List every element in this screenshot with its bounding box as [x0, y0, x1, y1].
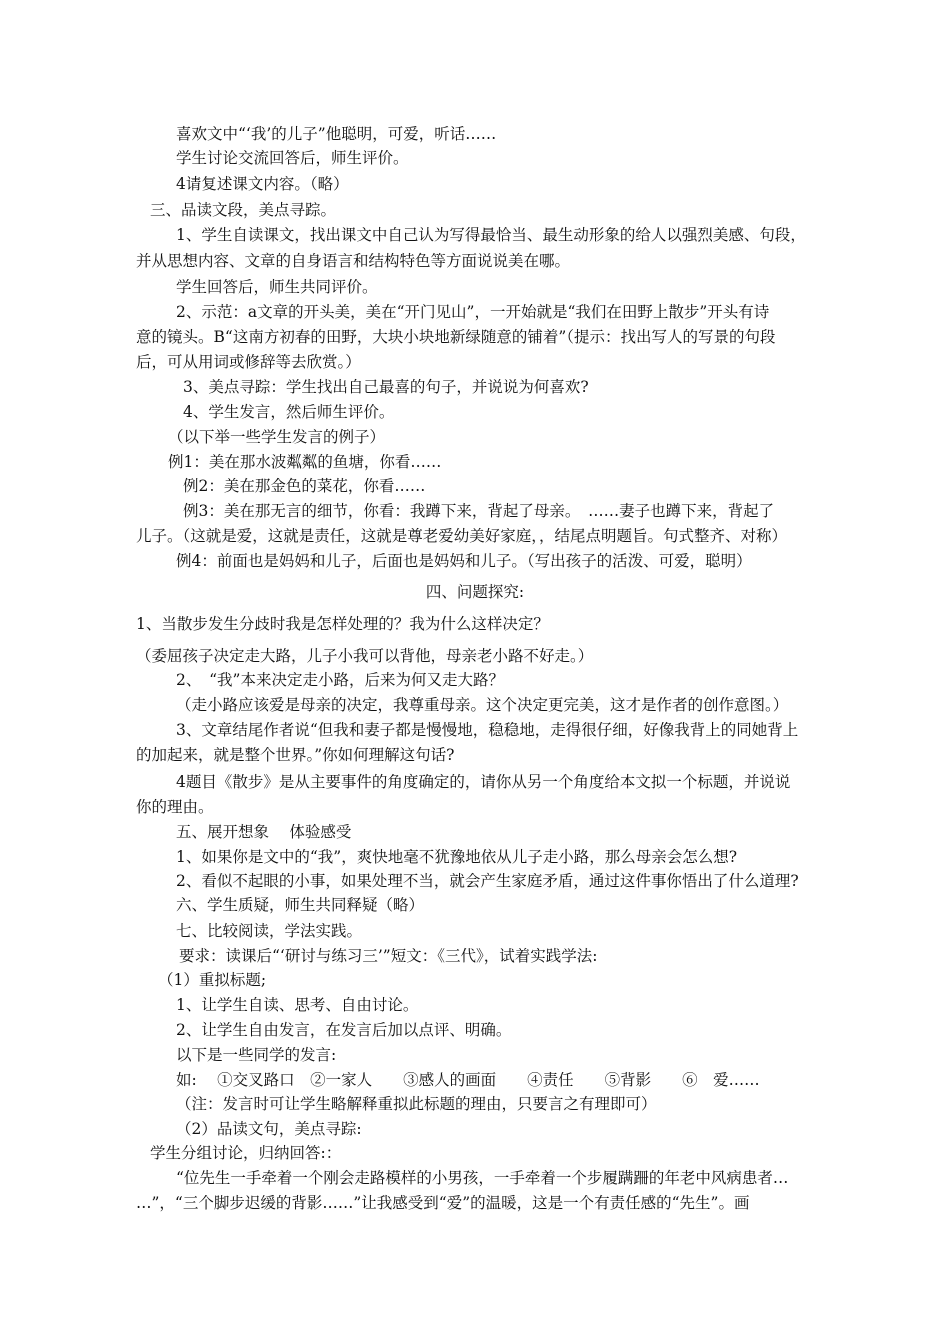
text-line: “位先生一手牵着一个刚会走路模样的小男孩，一手牵着一个步履蹒跚的年老中风病患者…	[176, 1169, 789, 1187]
text-line: 你的理由。	[136, 798, 214, 816]
text-line: 以下是一些同学的发言:	[176, 1046, 337, 1064]
text-line: 3、文章结尾作者说“但我和妻子都是慢慢地，稳稳地，走得很仔细，好像我背上的同她背上	[176, 721, 799, 739]
text-line: 儿子。（这就是爱，这就是责任，这就是尊老爱幼美好家庭，，结尾点明题旨。句式整齐、对称）	[136, 527, 788, 545]
text-line: 并从思想内容、文章的自身语言和结构特色等方面说说美在哪。	[136, 252, 571, 270]
text-line: 2、看似不起眼的小事，如果处理不当，就会产生家庭矛盾，通过这件事你悟出了什么道理?	[176, 872, 799, 890]
text-line: （委屈孩子决定走大路，儿子小我可以背他，母亲老小路不好走。）	[136, 647, 594, 665]
text-line: 意的镜头。B“这南方初春的田野，大块小块地新绿随意的铺着”（提示：找出写人的写景的句段	[136, 328, 776, 346]
text-line: 1、如果你是文中的“我”，爽快地毫不犹豫地依从儿子走小路，那么母亲会怎么想?	[176, 848, 738, 866]
text-line: 学生讨论交流回答后，师生评价。	[176, 149, 409, 167]
text-line: 1、学生自读课文，找出课文中自己认为写得最恰当、最生动形象的给人以强烈美感、句段，	[176, 226, 806, 244]
text-line: 喜欢文中“‘我’的儿子”他聪明，可爱，听话……	[176, 125, 497, 143]
text-line: 4请复述课文内容。（略）	[176, 175, 349, 193]
text-line: 要求：读课后“‘研讨与练习三’”短文：《三代》，试着实践学法:	[179, 947, 598, 965]
text-line: 例4：前面也是妈妈和儿子，后面也是妈妈和儿子。（写出孩子的活泼、可爱，聪明）	[176, 552, 752, 570]
text-line: 2、让学生自由发言，在发言后加以点评、明确。	[176, 1021, 512, 1039]
text-line: 1、让学生自读、思考、自由讨论。	[176, 996, 419, 1014]
text-line: 学生分组讨论，归纳回答:：	[150, 1144, 342, 1162]
text-line: 1、当散步发生分歧时我是怎样处理的？我为什么这样决定？	[136, 615, 549, 633]
text-line: 学生回答后，师生共同评价。	[176, 278, 378, 296]
text-line: 如: ①交叉路口 ②一家人 ③感人的画面 ④责任 ⑤背影 ⑥ 爱……	[176, 1071, 760, 1089]
text-line: 2、 “我”本来决定走小路，后来为何又走大路？	[176, 671, 504, 689]
text-line: 2、示范：a文章的开头美，美在“开门见山”，一开始就是“我们在田野上散步”开头有诗	[176, 303, 770, 321]
text-line: 4题目《散步》是从主要事件的角度确定的，请你从另一个角度给本文拟一个标题，并说说	[176, 773, 791, 791]
text-line: （注：发言时可让学生略解释重拟此标题的理由，只要言之有理即可）	[176, 1095, 657, 1113]
section-heading: 七、比较阅读，学法实践。	[176, 922, 363, 940]
section-heading: 五、展开想象 体验感受	[176, 823, 352, 841]
text-line: …”，“三个脚步迟缓的背影……”让我感受到“爱”的温暖，这是一个有责任感的“先生”。画	[136, 1194, 750, 1212]
section-heading: 三、品读文段，美点寻踪。	[150, 201, 337, 219]
text-line: 例1：美在那水波粼粼的鱼塘，你看……	[168, 453, 442, 471]
text-line: 例3：美在那无言的细节，你看：我蹲下来，背起了母亲。 ……妻子也蹲下来，背起了	[183, 502, 775, 520]
section-heading: 四、问题探究:	[425, 583, 525, 601]
text-line: 3、美点寻踪：学生找出自己最喜的句子，并说说为何喜欢?	[183, 378, 589, 396]
text-line: （以下举一些学生发言的例子）	[168, 428, 386, 446]
text-line: （1）重拟标题;	[158, 971, 267, 989]
text-line: 的加起来，就是整个世界。”你如何理解这句话?	[136, 746, 455, 764]
text-line: 后，可从用词或修辞等去欣赏。）	[136, 353, 361, 371]
text-line: 4、学生发言，然后师生评价。	[183, 403, 395, 421]
text-line: （走小路应该爱是母亲的决定，我尊重母亲。这个决定更完美，这才是作者的创作意图。）	[176, 696, 789, 714]
text-line: （2）品读文句，美点寻踪:	[176, 1120, 362, 1138]
text-line: 例2：美在那金色的菜花，你看……	[183, 477, 426, 495]
section-heading: 六、学生质疑，师生共同释疑（略）	[176, 896, 425, 914]
